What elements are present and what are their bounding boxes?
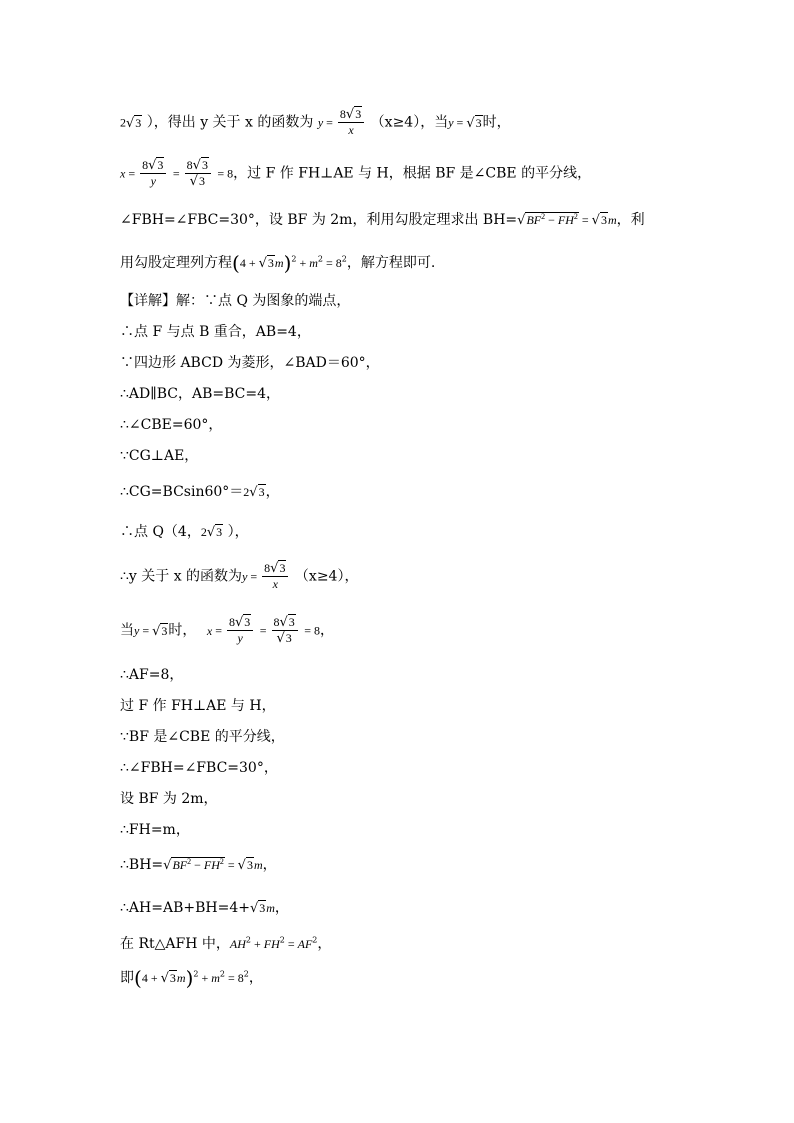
line-19: 设 BF 为 2m， (120, 791, 218, 807)
line-4: 用勾股定理列方程$(4 + √3m)^2 + m^2 = 8^2$，解方程即可. (120, 251, 436, 275)
line-11: ∴CG=BCsin60°＝2√3， (120, 484, 280, 500)
line-3: ∠FBH=∠FBC=30°，设 BF 为 2m，利用勾股定理求出 $BH=√BF^2 - FH^2 = √3m$，利 (120, 210, 645, 231)
line-13: ∴y 关于 x 的函数为y = $\frac{8√3}{x}$ （x≥4）， (120, 561, 359, 591)
fraction-8sqrt3-over-sqrt3: $\frac{8√3}{√3}$ (185, 158, 211, 189)
line-6: ∴点 F 与点 B 重合，AB=4， (120, 324, 311, 340)
line-17: ∵BF 是∠CBE 的平分线， (120, 729, 285, 745)
line-22: ∴AH=AB+BH=4+√3m， (120, 900, 289, 916)
sqrt-3: √3 (126, 115, 142, 131)
sqrt-bf2-fh2: $√BF^2 - FH^2$ (517, 212, 578, 228)
line-16: 过 F 作 FH⊥AE 与 H， (120, 698, 276, 714)
line-7: ∵四边形 ABCD 为菱形，∠BAD＝60°， (120, 355, 380, 371)
line-2: x = $\frac{8√3}{y}$ = $\frac{8√3}{√3}$ = 8，过 F 作 FH⊥AE 与 H，根据 BF 是∠CBE 的平分线， (120, 158, 592, 189)
line-12: ∴点 Q（4，2√3 ）， (120, 524, 249, 540)
line-18: ∴∠FBH=∠FBC=30°， (120, 760, 278, 776)
text-segment: ），得出 y 关于 x 的函数为 (142, 114, 314, 131)
fraction-8sqrt3-over-y: $\frac{8√3}{y}$ (140, 158, 166, 189)
line-23: 在 Rt△AFH 中，$AH^2 + FH^2 = AF^2$， (120, 935, 332, 952)
coef-2: 2 (120, 115, 126, 130)
line-5: 【详解】解：∵点 Q 为图象的端点， (120, 293, 351, 309)
line-15: ∴AF=8， (120, 667, 184, 683)
line-1: 2√3 ），得出 y 关于 x 的函数为 y = $\frac{8√3}{x}$ （x≥4），当y = √3时， (120, 107, 511, 137)
fraction-8sqrt3-over-x: $\frac{8√3}{x}$ (338, 107, 364, 138)
line-8: ∴AD∥BC，AB=BC=4， (120, 386, 280, 402)
line-20: ∴FH=m， (120, 822, 190, 838)
line-21: $\therefore BH=√BF^2 - FH^2 = √3m$， (120, 857, 277, 873)
line-24: 即$(4 + √3m)^2 + m^2 = 8^2$， (120, 966, 263, 990)
line-14: 当y = √3时， x = $\frac{8√3}{y}$ = $\frac{8√3}{√3}$ = 8， (120, 615, 335, 646)
line-9: ∴∠CBE=60°， (120, 417, 223, 433)
line-10: ∵CG⊥AE， (120, 448, 199, 464)
